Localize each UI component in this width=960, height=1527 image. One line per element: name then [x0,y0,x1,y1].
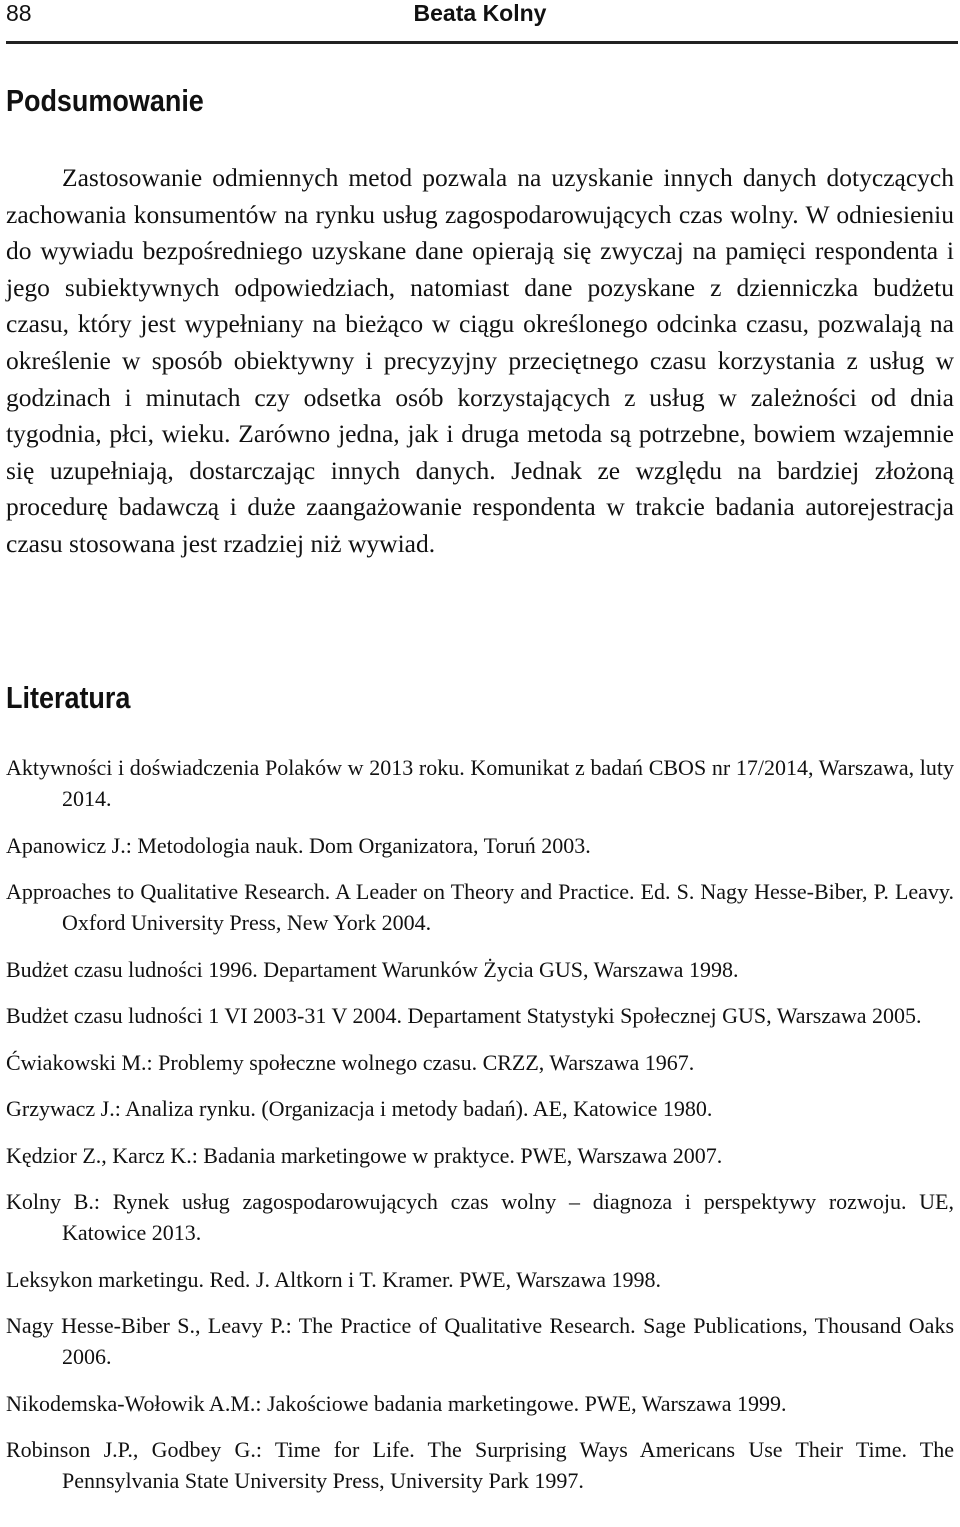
summary-paragraph: Zastosowanie odmiennych metod pozwala na uzyskanie innych danych dotyczących zachowania konsumentów na rynku usług zagospodarowujących czas wolny. W odniesieniu do wywiadu bezpośredniego uzyskane dane opierają się zwyczaj na pamięci respondenta i jego subiektywnych odpowiedziach, natomiast dane pozyskane z dzienniczka budżetu czasu, który jest wypełniany na bieżąco w ciągu określonego odcinka czasu, pozwalają na określenie w sposób obiektywny i precyzyjny przeciętnego czasu korzystania z usług w godzinach i minutach czy odsetka osób korzystających z usług w zależności od dnia tygodnia, płci, wieku. Zarówno jedna, jak i druga metoda są potrzebne, bowiem wzajemnie się uzupełniają, dostarczając innych danych. Jednak ze względu na bardziej złożoną procedurę badawczą i duże zaangażowanie respondenta w trakcie badania autorejestracja czasu stosowana jest rzadziej niż wywiad. [6,163,954,558]
running-author: Beata Kolny [413,0,547,26]
reference-list [6,752,954,1512]
reference-item: Ćwiakowski M.: Problemy społeczne wolnego czasu. CRZZ, Warszawa 1967. [6,1049,695,1075]
reference-item: Nagy Hesse-Biber S., Leavy P.: The Practice of Qualitative Research. Sage Publications, Thousand Oaks 2006. [6,1313,954,1369]
page-number: 88 [6,0,32,26]
reference-item: Leksykon marketingu. Red. J. Altkorn i T. Kramer. PWE, Warszawa 1998. [6,1266,662,1292]
reference-item: Grzywacz J.: Analiza rynku. (Organizacja i metody badań). AE, Katowice 1980. [6,1096,713,1121]
reference-item: Budżet czasu ludności 1996. Departament Warunków Życia GUS, Warszawa 1998. [6,956,739,982]
reference-item: Apanowicz J.: Metodologia nauk. Dom Organizatora, Toruń 2003. [6,832,591,858]
reference-item: Aktywności i doświadczenia Polaków w 2013 roku. Komunikat z badań CBOS nr 17/2014, Warszawa, luty 2014. [6,755,954,811]
running-header [0,0,960,40]
header-rule [6,41,958,44]
reference-item: Kolny B.: Rynek usług zagospodarowujących czas wolny – diagnoza i perspektywy rozwoju. UE, Katowice 2013. [6,1189,954,1245]
literature-heading: Literatura [6,680,131,715]
reference-item: Approaches to Qualitative Research. A Leader on Theory and Practice. Ed. S. Nagy Hesse-Biber, P. Leavy. Oxford University Press, New York 2004. [6,879,954,935]
summary-heading: Podsumowanie [6,83,204,118]
reference-item: Nikodemska-Wołowik A.M.: Jakościowe badania marketingowe. PWE, Warszawa 1999. [6,1390,787,1416]
reference-item: Kędzior Z., Karcz K.: Badania marketingowe w praktyce. PWE, Warszawa 2007. [6,1142,723,1168]
reference-item: Budżet czasu ludności 1 VI 2003-31 V 2004. Departament Statystyki Społecznej GUS, Warszawa 2005. [6,1003,922,1028]
reference-item: Robinson J.P., Godbey G.: Time for Life. The Surprising Ways Americans Use Their Time. The Pennsylvania State University Press, University Park 1997. [6,1437,954,1493]
